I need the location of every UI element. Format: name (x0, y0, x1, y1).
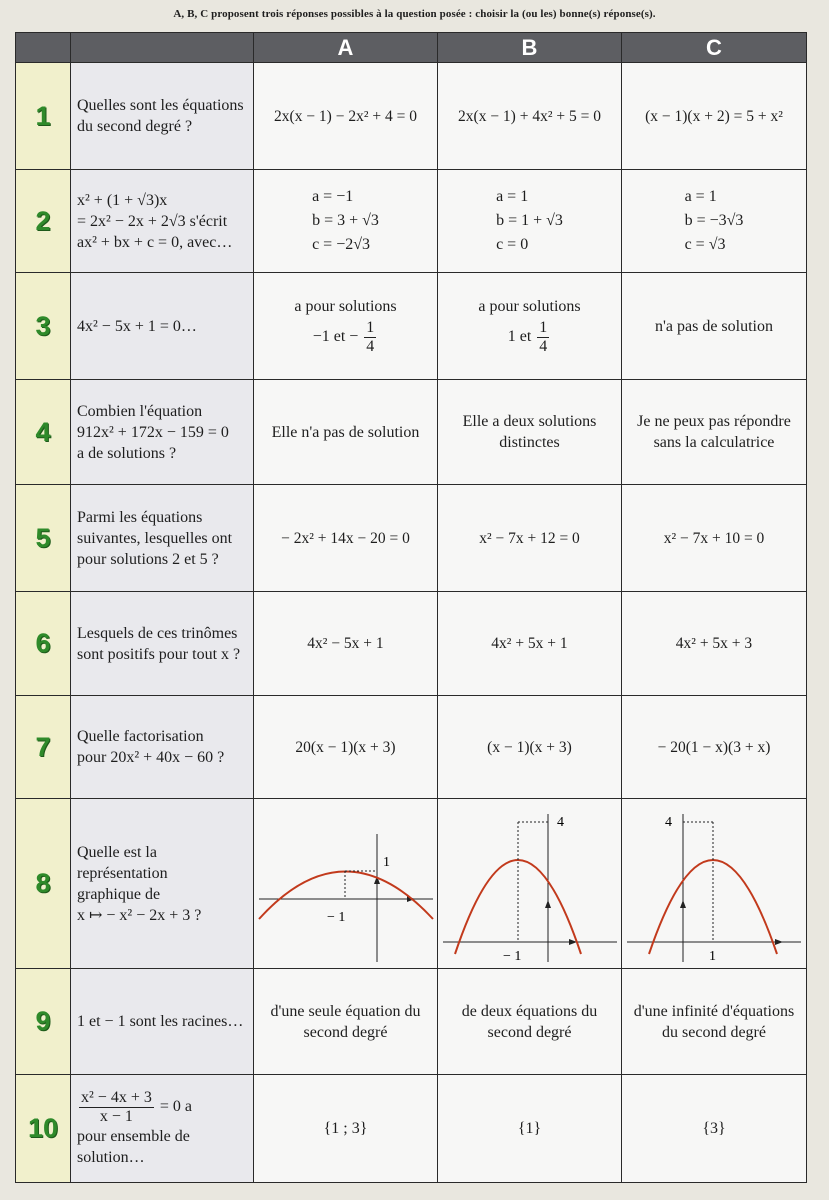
answer-line: c = −2√3 (312, 236, 371, 253)
answer-b[interactable]: {1} (438, 1075, 622, 1183)
answer-a[interactable]: 4x² − 5x + 1 (254, 592, 438, 696)
instruction-text: A, B, C proposent trois réponses possibles à la question posée : choisir la (ou les) bonne(s) réponse(s). (173, 8, 656, 20)
question-number: 2 (16, 170, 71, 273)
question-line: x² + (1 + √3)x (77, 191, 168, 209)
question-row-10 (16, 1075, 807, 1183)
question-number: 6 (16, 592, 71, 696)
question-line: x ↦ − x² − 2x + 3 ? (77, 906, 202, 924)
answer-a[interactable]: Elle n'a pas de solution (254, 380, 438, 485)
question-row-8 (16, 799, 807, 969)
question-line: ax² + bx + c = 0, avec… (77, 233, 233, 251)
answer-b[interactable]: (x − 1)(x + 3) (438, 696, 622, 799)
question-text (71, 1075, 254, 1183)
question-row-5 (16, 485, 807, 592)
question-row-7 (16, 696, 807, 799)
header-row (16, 33, 807, 63)
question-text: 4x² − 5x + 1 = 0… (71, 273, 254, 380)
answer-line: b = 1 + √3 (496, 212, 563, 229)
answer-a[interactable]: {1 ; 3} (254, 1075, 438, 1183)
question-row-3 (16, 273, 807, 380)
answer-a[interactable]: 2x(x − 1) − 2x² + 4 = 0 (254, 63, 438, 170)
axis-label: − 1 (503, 948, 522, 964)
question-line: pour 20x² + 40x − 60 ? (77, 749, 225, 766)
answer-c[interactable]: n'a pas de solution (622, 273, 807, 380)
answer-b[interactable] (438, 170, 622, 273)
question-row-4 (16, 380, 807, 485)
fraction: $\frac{1}{4}$ (366, 319, 375, 355)
fraction: $\frac{1}{4}$ (539, 319, 548, 355)
question-row-1 (16, 63, 807, 170)
question-row-9 (16, 969, 807, 1075)
axis-label: 1 (383, 854, 390, 870)
answer-line: a = 1 (496, 188, 529, 205)
axis-label: 1 (709, 948, 716, 964)
question-row-2 (16, 170, 807, 273)
question-number: 5 (16, 485, 71, 592)
question-number: 10 (16, 1075, 71, 1183)
answer-a[interactable] (254, 170, 438, 273)
axis-label: − 1 (327, 909, 346, 925)
answer-b[interactable]: Elle a deux solutions distinctes (438, 380, 622, 485)
question-text: Quelles sont les équations du second degré ? (71, 63, 254, 170)
question-number: 4 (16, 380, 71, 485)
question-text (71, 170, 254, 273)
question-line: représentation (77, 864, 168, 882)
answer-line: a pour solutions (294, 298, 397, 315)
answer-b[interactable]: x² − 7x + 12 = 0 (438, 485, 622, 592)
answer-c[interactable]: 4x² + 5x + 3 (622, 592, 807, 696)
answer-c[interactable]: x² − 7x + 10 = 0 (622, 485, 807, 592)
answer-line: c = √3 (684, 236, 726, 253)
question-line: graphique de (77, 885, 161, 903)
question-line: Quelle est la (77, 843, 157, 861)
question-line: = 0 a (159, 1098, 192, 1116)
answer-line: a = −1 (312, 188, 354, 205)
question-number: 7 (16, 696, 71, 799)
question-line: pour ensemble de solution… (77, 1128, 190, 1166)
answer-c[interactable] (622, 799, 807, 969)
header-b: B (438, 33, 622, 63)
answer-c[interactable]: {3} (622, 1075, 807, 1183)
answer-line: −1 et − (312, 328, 359, 346)
question-line: Quelle factorisation (77, 728, 204, 745)
parabola-graph-a (257, 804, 437, 964)
answer-line: b = −3√3 (684, 212, 744, 229)
answer-a[interactable] (254, 799, 438, 969)
answer-c[interactable] (622, 170, 807, 273)
answer-line: a pour solutions (478, 298, 581, 315)
answer-a[interactable] (254, 273, 438, 380)
axis-label: 4 (557, 814, 564, 830)
question-number: 9 (16, 969, 71, 1075)
question-number: 3 (16, 273, 71, 380)
question-line: = 2x² − 2x + 2√3 s'écrit (77, 212, 228, 230)
answer-a[interactable]: − 2x² + 14x − 20 = 0 (254, 485, 438, 592)
answer-b[interactable] (438, 799, 622, 969)
answer-c[interactable]: Je ne peux pas répondre sans la calculatrice (622, 380, 807, 485)
question-text (71, 799, 254, 969)
answer-line: c = 0 (496, 236, 529, 253)
answer-c[interactable]: d'une infinité d'équations du second degré (622, 969, 807, 1075)
header-a: A (254, 33, 438, 63)
qcm-table (15, 32, 807, 1183)
question-line: 912x² + 172x − 159 = 0 (77, 423, 229, 441)
parabola-graph-b (441, 804, 621, 964)
question-text (71, 696, 254, 799)
question-text (71, 380, 254, 485)
answer-a[interactable]: 20(x − 1)(x + 3) (254, 696, 438, 799)
header-c: C (622, 33, 807, 63)
header-empty-question (71, 33, 254, 63)
answer-line: 1 et (507, 328, 532, 346)
question-text: Parmi les équations suivantes, lesquelles ont pour solutions 2 et 5 ? (71, 485, 254, 592)
answer-b[interactable]: 4x² + 5x + 1 (438, 592, 622, 696)
answer-b[interactable]: 2x(x − 1) + 4x² + 5 = 0 (438, 63, 622, 170)
question-number: 8 (16, 799, 71, 969)
question-number: 1 (16, 63, 71, 170)
question-text: Lesquels de ces trinômes sont positifs pour tout x ? (71, 592, 254, 696)
question-row-6 (16, 592, 807, 696)
answer-a[interactable]: d'une seule équation du second degré (254, 969, 438, 1075)
parabola-graph-c (625, 804, 805, 964)
question-line: a de solutions ? (77, 444, 177, 462)
answer-b[interactable] (438, 273, 622, 380)
fraction: $\frac{\text{x² − 4x + 3}}{x - 1}$ (81, 1089, 152, 1125)
axis-label: 4 (665, 814, 672, 830)
question-text: 1 et − 1 sont les racines… (71, 969, 254, 1075)
answer-line: a = 1 (684, 188, 717, 205)
answer-b[interactable]: de deux équations du second degré (438, 969, 622, 1075)
header-empty-num (16, 33, 71, 63)
answer-c[interactable]: (x − 1)(x + 2) = 5 + x² (622, 63, 807, 170)
answer-c[interactable]: − 20(1 − x)(3 + x) (622, 696, 807, 799)
question-line: Combien l'équation (77, 402, 203, 420)
answer-line: b = 3 + √3 (312, 212, 379, 229)
